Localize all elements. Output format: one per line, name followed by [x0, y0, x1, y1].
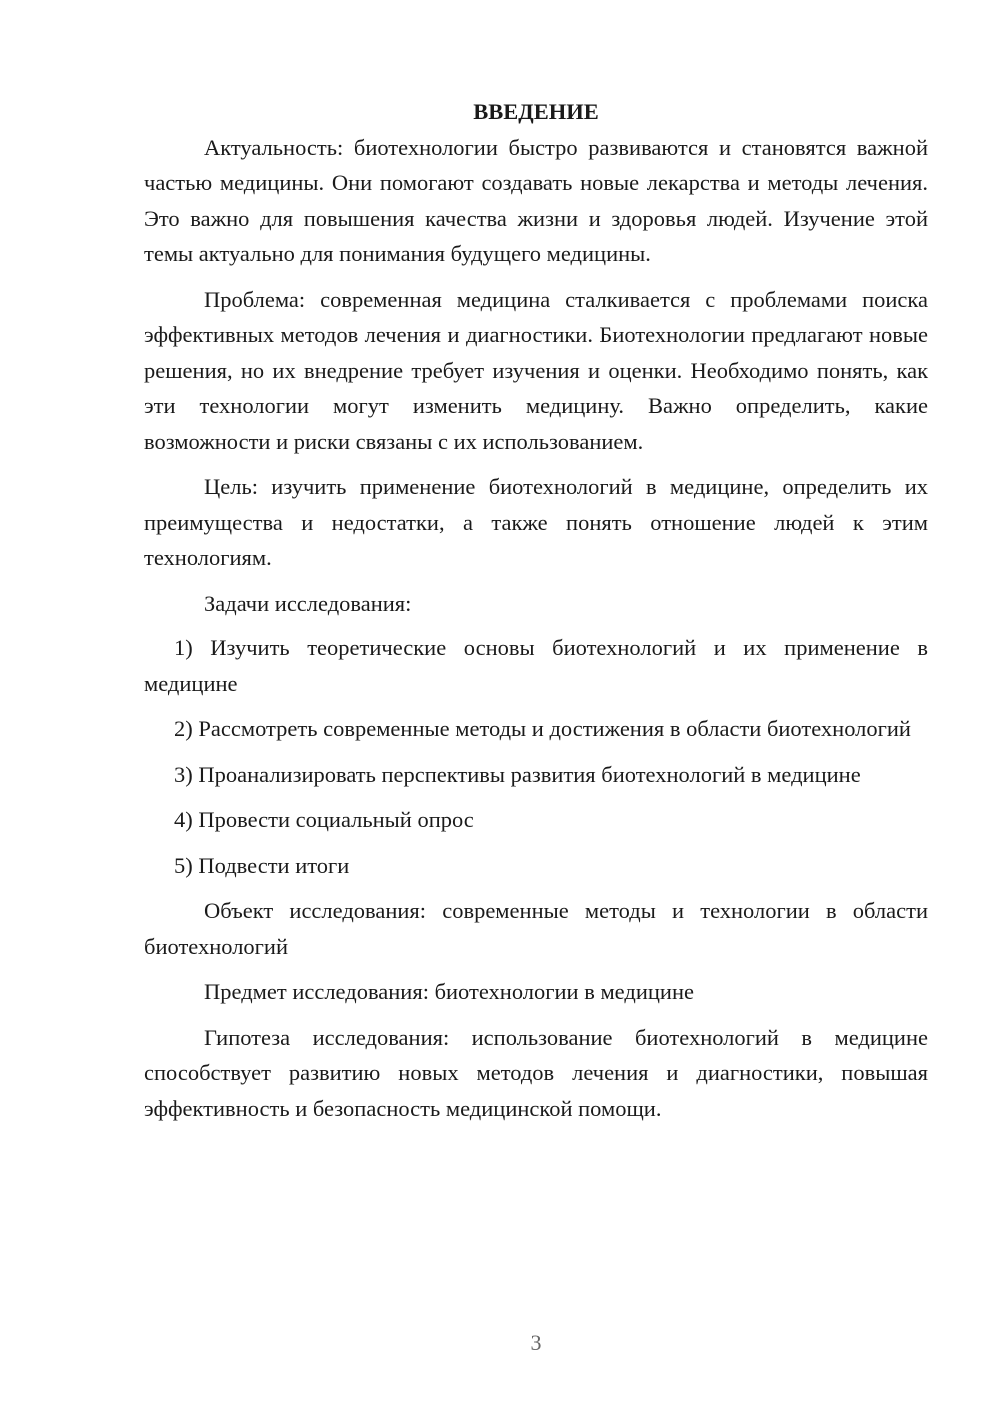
page-content	[144, 94, 928, 1136]
task-item-4: 4) Провести социальный опрос	[174, 807, 474, 832]
problem-paragraph: Проблема: современная медицина сталкивается с проблемами поиска эффективных методов лечения и диагностики. Биотехнологии предлагают новые решения, но их внедрение требует изучения и оценки. Необходимо понять, как эти технологии могут изменить медицину. Важно определить, какие возможности и риски связаны с их использованием.	[144, 286, 928, 454]
subject-paragraph: Предмет исследования: биотехнологии в медицине	[204, 979, 694, 1004]
task-item-1: 1) Изучить теоретические основы биотехнологий и их применение в медицине	[144, 635, 928, 696]
task-item-2: 2) Рассмотреть современные методы и достижения в области биотехнологий	[174, 716, 911, 741]
hypothesis-paragraph: Гипотеза исследования: использование биотехнологий в медицине способствует развитию новых методов лечения и диагностики, повышая эффективность и безопасность медицинской помощи.	[144, 1024, 928, 1121]
object-paragraph: Объект исследования: современные методы и технологии в области биотехнологий	[144, 898, 928, 959]
section-heading: ВВЕДЕНИЕ	[473, 99, 599, 124]
task-item-3: 3) Проанализировать перспективы развития биотехнологий в медицине	[174, 761, 861, 787]
tasks-label: Задачи исследования:	[204, 590, 412, 616]
task-item-5: 5) Подвести итоги	[174, 852, 350, 878]
relevance-paragraph: Актуальность: биотехнологии быстро развиваются и становятся важной частью медицины. Они помогают создавать новые лекарства и методы лечения. Это важно для повышения качества жизни и здоровья людей. Изучение этой темы актуально для понимания будущего медицины.	[144, 134, 928, 266]
page-number: 3	[530, 1330, 542, 1355]
goal-paragraph: Цель: изучить применение биотехнологий в медицине, определить их преимущества и недостатки, а также понять отношение людей к этим технологиям.	[144, 474, 928, 570]
